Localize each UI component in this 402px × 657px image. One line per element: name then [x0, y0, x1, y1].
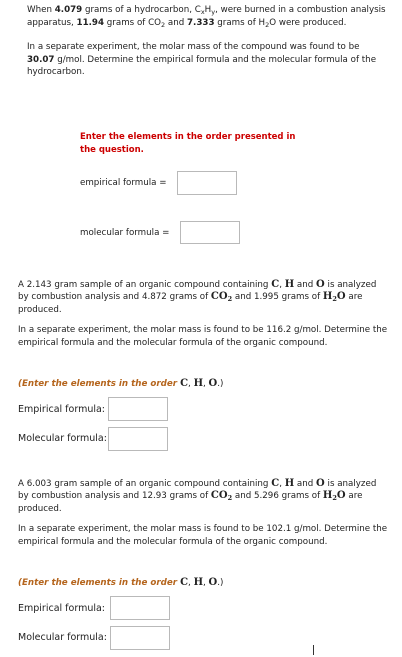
q3-sample-mass: 6.003 — [26, 479, 52, 489]
q1-molar-mass: 30.07 — [27, 54, 55, 65]
q3-problem-text: A 6.003 gram sample of an organic compound containing C, H and O is analyzed by combustion analysis and 12.93 grams of $CO_2$ and 5.296 grams of $H_2O$ are produced. In a separate experiment, the molar mass is found to be 102.1 g/mol. Determine the empirical formula and the molecular formula of the organic compound. — [18, 478, 388, 547]
q3-co2-mass: 12.93 — [141, 491, 167, 502]
q3-molecular-label: Molecular formula: — [18, 632, 107, 643]
q1-instruction: Enter the elements in the order presented in the question. — [80, 132, 296, 155]
q3-empirical-input[interactable] — [110, 596, 170, 620]
q1-problem-text: When 4.079 grams of a hydrocarbon, $C_xH_y$, were burned in a combustion analysis apparatus, 11.94 grams of $CO_2$ and 7.333 grams of $H_2O$ were produced. In a separate experiment, the molar mass of the compound was found to be 30.07 g/mol. Determine the empirical formula and the molecular formula of the hydrocarbon. — [27, 5, 386, 78]
q1-molecular-input[interactable] — [180, 221, 240, 244]
q2-molecular-input[interactable] — [108, 427, 168, 451]
q1-molecular-label: molecular formula = — [80, 228, 170, 238]
q1-mass-hydrocarbon: 4.079 — [54, 5, 83, 15]
q3-molar-mass: 102.1 — [266, 524, 292, 535]
q2-h2o-mass: 1.995 — [253, 292, 279, 303]
q3-instruction: (Enter the elements in the order C, H, O.) — [18, 577, 224, 588]
q3-empirical-label: Empirical formula: — [18, 603, 106, 614]
q3-h2o-mass: 5.296 — [253, 491, 279, 502]
q1-empirical-label: empirical formula = — [80, 178, 167, 188]
text-cursor — [313, 645, 314, 655]
q2-problem-text: A 2.143 gram sample of an organic compound containing C, H and O is analyzed by combustion analysis and 4.872 grams of $CO_2$ and 1.995 grams of $H_2O$ are produced. In a separate experiment, the molar mass is found to be 116.2 g/mol. Determine the empirical formula and the molecular formula of the organic compound. — [18, 279, 388, 348]
q2-co2-mass: 4.872 — [141, 292, 167, 303]
q1-empirical-input[interactable] — [177, 171, 237, 195]
q2-empirical-label: Empirical formula: — [18, 404, 106, 415]
q2-molecular-label: Molecular formula: — [18, 433, 107, 444]
q2-empirical-input[interactable] — [108, 397, 168, 421]
q1-mass-co2: 11.94 — [76, 17, 105, 28]
q3-molecular-input[interactable] — [110, 626, 170, 650]
q2-sample-mass: 2.143 — [26, 280, 52, 290]
q2-instruction: (Enter the elements in the order C, H, O.) — [18, 378, 224, 389]
q2-molar-mass: 116.2 — [266, 325, 292, 336]
q1-mass-h2o: 7.333 — [187, 17, 215, 28]
